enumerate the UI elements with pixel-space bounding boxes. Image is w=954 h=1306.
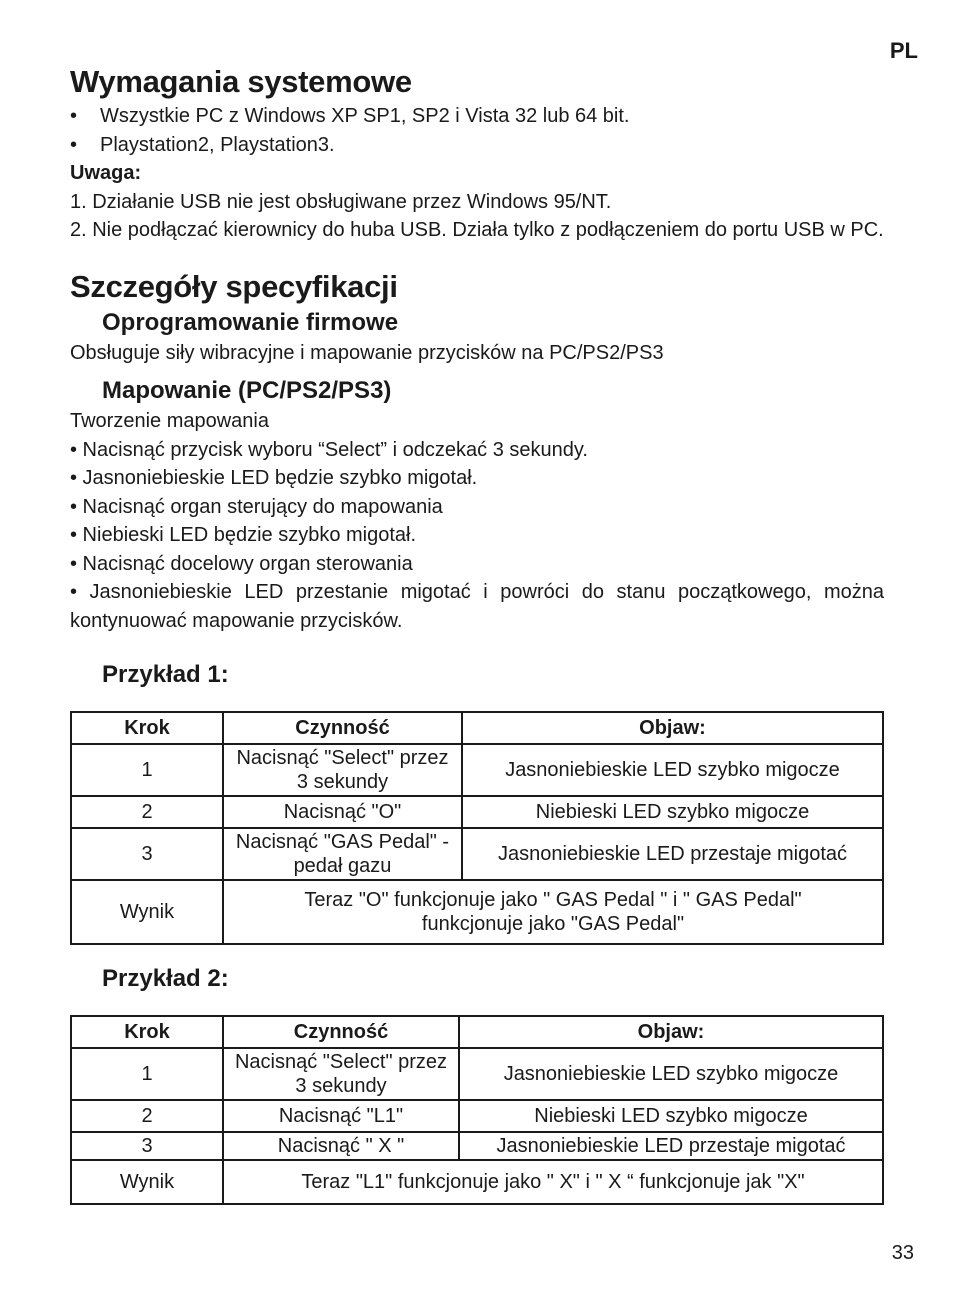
table-row [71,1132,883,1160]
header-action: Czynność [223,1016,459,1048]
cell-action: Nacisnąć " X " [223,1132,459,1160]
note-1: 1. Działanie USB nie jest obsługiwane przez Windows 95/NT. [70,190,612,213]
requirements-list [70,102,884,159]
mapping-step: • Nacisnąć przycisk wyboru “Select” i odczekać 3 sekundy. [70,438,588,461]
cell-action: Nacisnąć "Select" przez 3 sekundy [223,744,462,796]
system-requirements-heading: Wymagania systemowe [70,64,412,99]
cell-result-text: Teraz "L1" funkcjonuje jako " X" i " X “ funkcjonuje jak "X" [223,1160,883,1204]
mapping-step: • Jasnoniebieskie LED będzie szybko migotał. [70,467,478,489]
example-1-heading: Przykład 1: [102,661,229,688]
cell-symptom: Jasnoniebieskie LED szybko migocze [462,744,883,796]
cell-result-label: Wynik [71,880,223,944]
cell-action: Nacisnąć "L1" [223,1100,459,1132]
table-row [71,1100,883,1132]
cell-action: Nacisnąć "GAS Pedal" - pedał gazu [223,828,462,880]
cell-symptom: Jasnoniebieskie LED szybko migocze [459,1048,883,1100]
table-result-row [71,1160,883,1204]
mapping-step: • Jasnoniebieskie LED przestanie migotać i powróci do stanu początkowego, można kontynuować mapowanie przycisków. [70,581,884,632]
cell-result-text: Teraz "O" funkcjonuje jako " GAS Pedal " i " GAS Pedal" funkcjonuje jako "GAS Pedal" [223,880,883,944]
header-step: Krok [71,1016,223,1048]
cell-step: 1 [71,744,223,796]
header-symptom: Objaw: [462,712,883,744]
mapping-intro: Tworzenie mapowania [70,410,269,432]
mapping-heading: Mapowanie (PC/PS2/PS3) [102,377,392,404]
spec-heading: Szczegóły specyfikacji [70,268,398,304]
list-item: • Wszystkie PC z Windows XP SP1, SP2 i Vista 32 lub 64 bit. [70,102,884,131]
note-2: 2. Nie podłączać kierownicy do huba USB. Działa tylko z podłączeniem do portu USB w PC. [70,219,884,241]
mapping-step: • Niebieski LED będzie szybko migotał. [70,524,417,546]
table-header-row [71,712,883,744]
example-2-table [70,1015,884,1205]
table-result-row [71,880,883,944]
example-1-table [70,711,884,945]
mapping-step: • Nacisnąć docelowy organ sterowania [70,552,413,575]
cell-symptom: Niebieski LED szybko migocze [459,1100,883,1132]
table-row [71,796,883,828]
header-symptom: Objaw: [459,1016,883,1048]
header-action: Czynność [223,712,462,744]
mapping-step: • Nacisnąć organ sterujący do mapowania [70,495,443,518]
firmware-heading: Oprogramowanie firmowe [102,308,399,336]
page-content [70,62,884,1205]
table-row [71,744,883,796]
note-label: Uwaga: [70,162,142,184]
cell-step: 3 [71,1132,223,1160]
cell-symptom: Niebieski LED szybko migocze [462,796,883,828]
cell-step: 3 [71,828,223,880]
cell-step: 2 [71,1100,223,1132]
header-step: Krok [71,712,223,744]
list-item: • Playstation2, Playstation3. [70,131,884,160]
cell-step: 1 [71,1048,223,1100]
cell-step: 2 [71,796,223,828]
page-number: 33 [891,1242,914,1264]
cell-symptom: Jasnoniebieskie LED przestaje migotać [459,1132,883,1160]
table-row [71,1048,883,1100]
cell-result-label: Wynik [71,1160,223,1204]
cell-action: Nacisnąć "Select" przez 3 sekundy [223,1048,459,1100]
cell-symptom: Jasnoniebieskie LED przestaje migotać [462,828,883,880]
table-header-row [71,1016,883,1048]
language-code: PL [889,38,918,63]
example-2-heading: Przykład 2: [102,965,229,992]
firmware-text: Obsługuje siły wibracyjne i mapowanie przycisków na PC/PS2/PS3 [70,341,664,364]
table-row [71,828,883,880]
cell-action: Nacisnąć "O" [223,796,462,828]
